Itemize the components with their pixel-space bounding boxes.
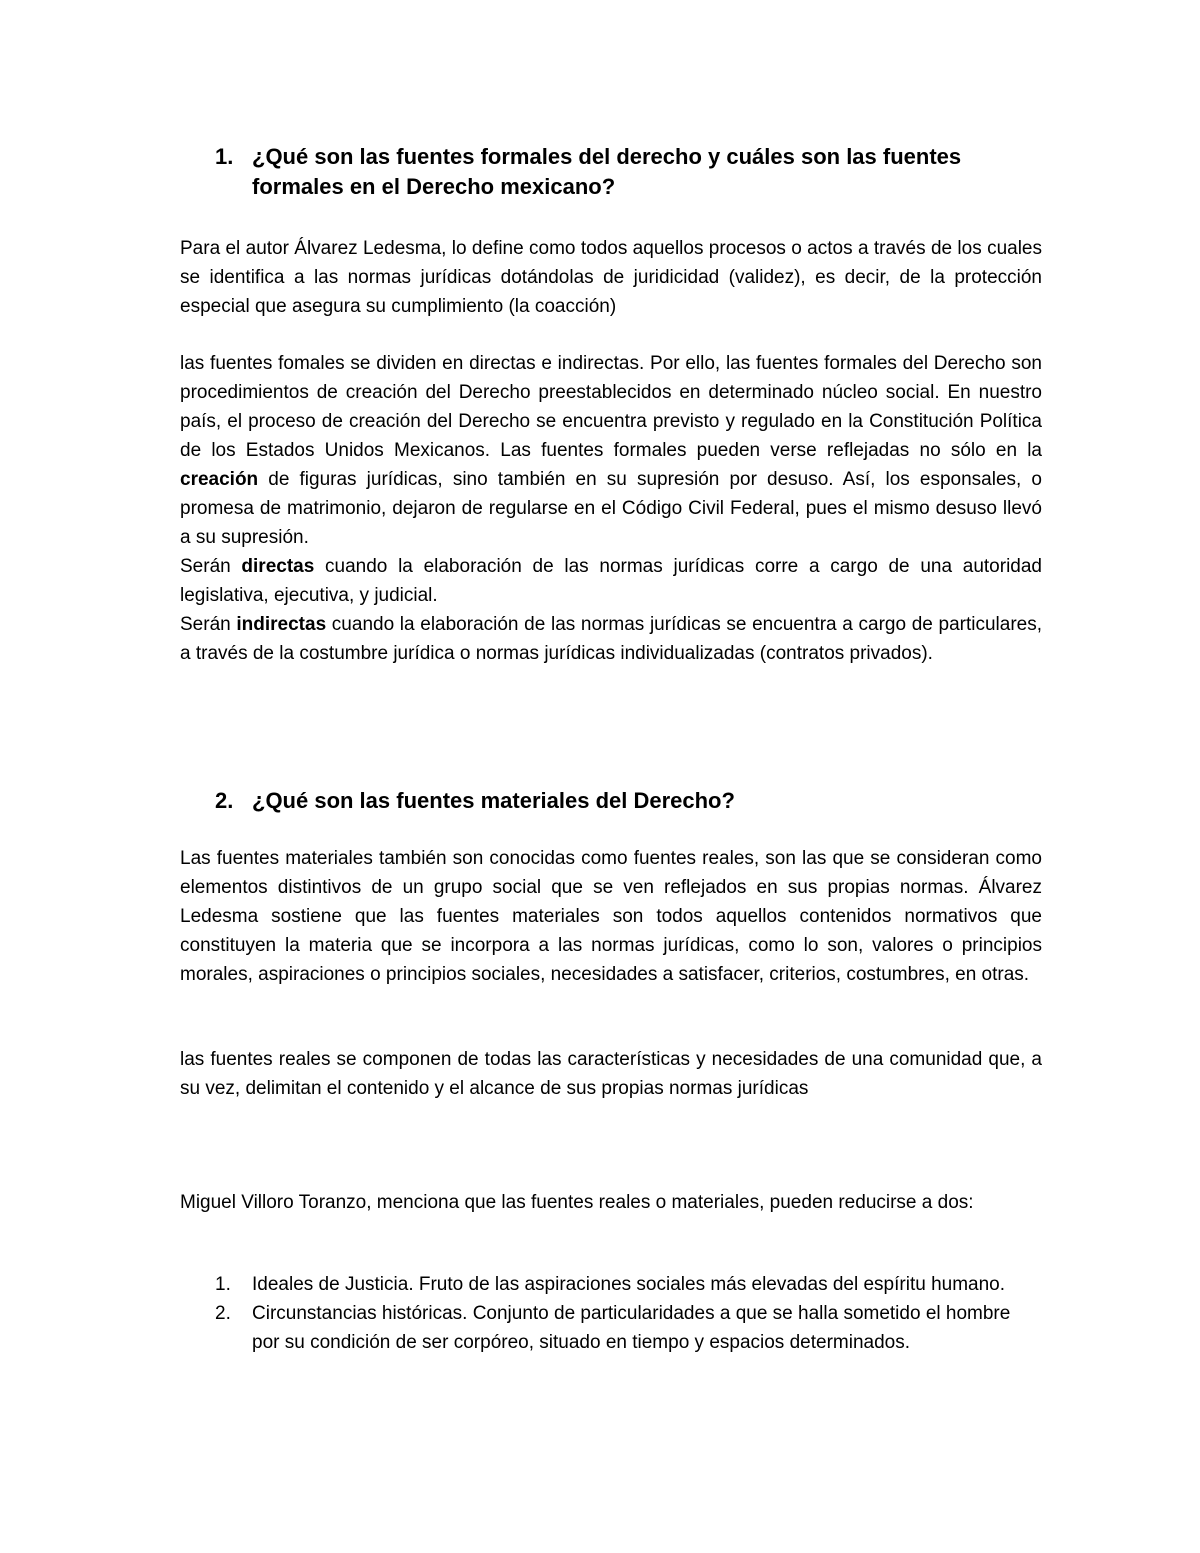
question-1-paragraph-2 bbox=[180, 349, 1042, 668]
q2-material-sources-text: Las fuentes materiales también son conocidas como fuentes reales, son las que se consideran como elementos distintivos de un grupo social que se ven reflejados en sus propias normas. Álvarez Ledesma sostiene que las fuentes materiales son todos aquellos contenidos normativos que constituyen la materia que se incorpora a las normas jurídicas, como lo son, valores o principios morales, aspiraciones o principios sociales, necesidades a satisfacer, criterios, costumbres, en otras. bbox=[180, 848, 1042, 985]
question-2-paragraph-1 bbox=[180, 844, 1042, 989]
question-1-number: 1. bbox=[215, 144, 234, 169]
q1-p4-text-a: Serán bbox=[180, 614, 237, 635]
q1-direct-text bbox=[180, 552, 1042, 610]
question-1-title: ¿Qué son las fuentes formales del derecho y cuáles son las fuentes formales en el Derecho mexicano? bbox=[252, 144, 962, 199]
q1-definition-text: Para el autor Álvarez Ledesma, lo define como todos aquellos procesos o actos a través de los cuales se identifica a las normas jurídicas dotándolas de juridicidad (validez), es decir, de la protección especial que asegura su cumplimiento (la coacción) bbox=[180, 238, 1042, 317]
question-1-heading bbox=[215, 142, 1045, 202]
question-2-paragraph-3 bbox=[180, 1188, 1042, 1217]
q1-p4-text-b: cuando la elaboración de las normas jurídicas se encuentra a cargo de particulares, a través de la costumbre jurídica o normas jurídicas individualizadas (contratos privados). bbox=[180, 614, 1042, 664]
question-2-heading bbox=[215, 786, 1045, 816]
question-2-title: ¿Qué son las fuentes materiales del Derecho? bbox=[252, 788, 735, 813]
q1-p3-text-b: cuando la elaboración de las normas jurídicas corre a cargo de una autoridad legislativa, ejecutiva, y judicial. bbox=[180, 556, 1042, 606]
list-item-text: Circunstancias históricas. Conjunto de particularidades a que se halla sometido el hombre por su condición de ser corpóreo, situado en tiempo y espacios determinados. bbox=[252, 1303, 1011, 1353]
list-item bbox=[215, 1270, 1042, 1299]
q1-p2-text-a: las fuentes fomales se dividen en directas e indirectas. Por ello, las fuentes formales del Derecho son procedimientos de creación del Derecho preestablecidos en determinado núcleo social. En nuestro país, el proceso de creación del Derecho se encuentra previsto y regulado en la Constitución Política de los Estados Unidos Mexicanos. Las fuentes formales pueden verse reflejadas no sólo en la bbox=[180, 353, 1042, 461]
q1-p2-text-b: de figuras jurídicas, sino también en su supresión por desuso. Así, los esponsales, o promesa de matrimonio, dejaron de regularse en el Código Civil Federal, pues el mismo desuso llevó a su supresión. bbox=[180, 469, 1042, 548]
question-2-list bbox=[215, 1270, 1042, 1357]
q2-real-sources-text: las fuentes reales se componen de todas las características y necesidades de una comunidad que, a su vez, delimitan el contenido y el alcance de sus propias normas jurídicas bbox=[180, 1049, 1042, 1099]
q1-p3-text-a: Serán bbox=[180, 556, 242, 577]
question-2-paragraph-2 bbox=[180, 1045, 1042, 1103]
list-item bbox=[215, 1299, 1042, 1357]
q1-formal-sources-text bbox=[180, 349, 1042, 552]
question-1-paragraph-1 bbox=[180, 234, 1042, 321]
q1-p2-bold: creación bbox=[180, 469, 259, 490]
list-item-number: 2. bbox=[215, 1303, 231, 1324]
q1-p3-bold: directas bbox=[241, 556, 315, 577]
question-2-number: 2. bbox=[215, 788, 234, 813]
list-item-text: Ideales de Justicia. Fruto de las aspiraciones sociales más elevadas del espíritu humano. bbox=[252, 1274, 1006, 1295]
q1-indirect-text bbox=[180, 610, 1042, 668]
q2-villoro-text: Miguel Villoro Toranzo, menciona que las fuentes reales o materiales, pueden reducirse a dos: bbox=[180, 1192, 974, 1213]
list-item-number: 1. bbox=[215, 1274, 231, 1295]
q1-p4-bold: indirectas bbox=[236, 614, 327, 635]
